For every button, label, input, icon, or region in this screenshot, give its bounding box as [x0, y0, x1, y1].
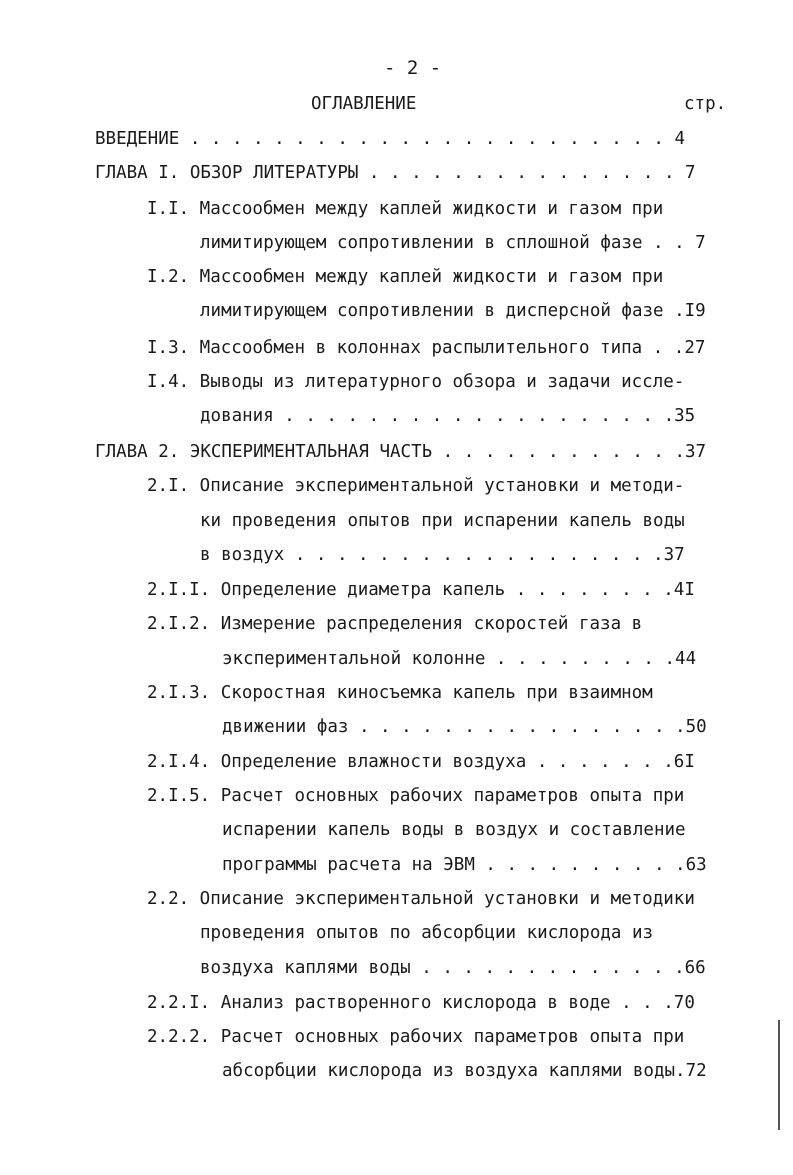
toc-line: движении фаз . . . . . . . . . . . . . . . .50: [222, 717, 707, 737]
toc-line: программы расчета на ЭВМ . . . . . . . . . .63: [222, 855, 707, 875]
toc-line: 2.2.I. Анализ растворенного кислорода в воде . . .70: [147, 993, 695, 1013]
toc-line: экспериментальной колонне . . . . . . . . .44: [222, 649, 697, 669]
toc-line: 2.2. Описание экспериментальной установки и методики: [147, 889, 695, 909]
toc-line: I.4. Выводы из литературного обзора и задачи иссле-: [147, 372, 685, 392]
toc-line: 2.I.4. Определение влажности воздуха . . . . . . .6I: [147, 752, 695, 772]
toc-line: 2.I.3. Скоростная киносъемка капель при взаимном: [147, 683, 653, 703]
toc-line: в воздух . . . . . . . . . . . . . . . . . .37: [200, 545, 685, 565]
toc-line: 2.I.2. Измерение распределения скоростей газа в: [147, 614, 643, 634]
toc-line: дования . . . . . . . . . . . . . . . . . . .35: [200, 406, 696, 426]
toc-line: 2.I.5. Расчет основных рабочих параметров опыта при: [147, 786, 685, 806]
toc-line: воздуха каплями воды . . . . . . . . . . . . .66: [200, 958, 706, 978]
toc-title: ОГЛАВЛЕНИЕ: [311, 94, 417, 114]
toc-line: 2.2.2. Расчет основных рабочих параметров опыта при: [147, 1027, 685, 1047]
toc-line: лимитирующем сопротивлении в дисперсной фазе .I9: [200, 301, 706, 321]
toc-line: I.2. Массообмен между каплей жидкости и газом при: [147, 267, 664, 287]
toc-line: лимитирующем сопротивлении в сплошной фазе . . 7: [200, 233, 706, 253]
page-column-label: стр.: [684, 94, 727, 114]
toc-line: ГЛАВА 2. ЭКСПЕРИМЕНТАЛЬНАЯ ЧАСТЬ . . . . . . . . . . . .37: [95, 442, 707, 462]
toc-line: абсорбции кислорода из воздуха каплями воды.72: [222, 1061, 707, 1081]
toc-line: испарении капель воды в воздух и составление: [222, 820, 686, 840]
toc-line: 2.I. Описание экспериментальной установки и методи-: [147, 476, 685, 496]
toc-line: ГЛАВА I. ОБЗОР ЛИТЕРАТУРЫ . . . . . . . . . . . . . . . 7: [95, 163, 696, 183]
page-number: - 2 -: [384, 57, 442, 79]
toc-line: ки проведения опытов при испарении капель воды: [200, 511, 685, 531]
toc-line: ВВЕДЕНИЕ . . . . . . . . . . . . . . . . . . . . . . . 4: [95, 129, 686, 149]
toc-line: проведения опытов по абсорбции кислорода из: [200, 923, 654, 943]
toc-line: I.3. Массообмен в колоннах распылительного типа . .27: [147, 338, 706, 358]
scan-edge-mark: [778, 1020, 780, 1130]
toc-line: I.I. Массообмен между каплей жидкости и газом при: [147, 199, 664, 219]
toc-line: 2.I.I. Определение диаметра капель . . . . . . . .4I: [147, 580, 695, 600]
